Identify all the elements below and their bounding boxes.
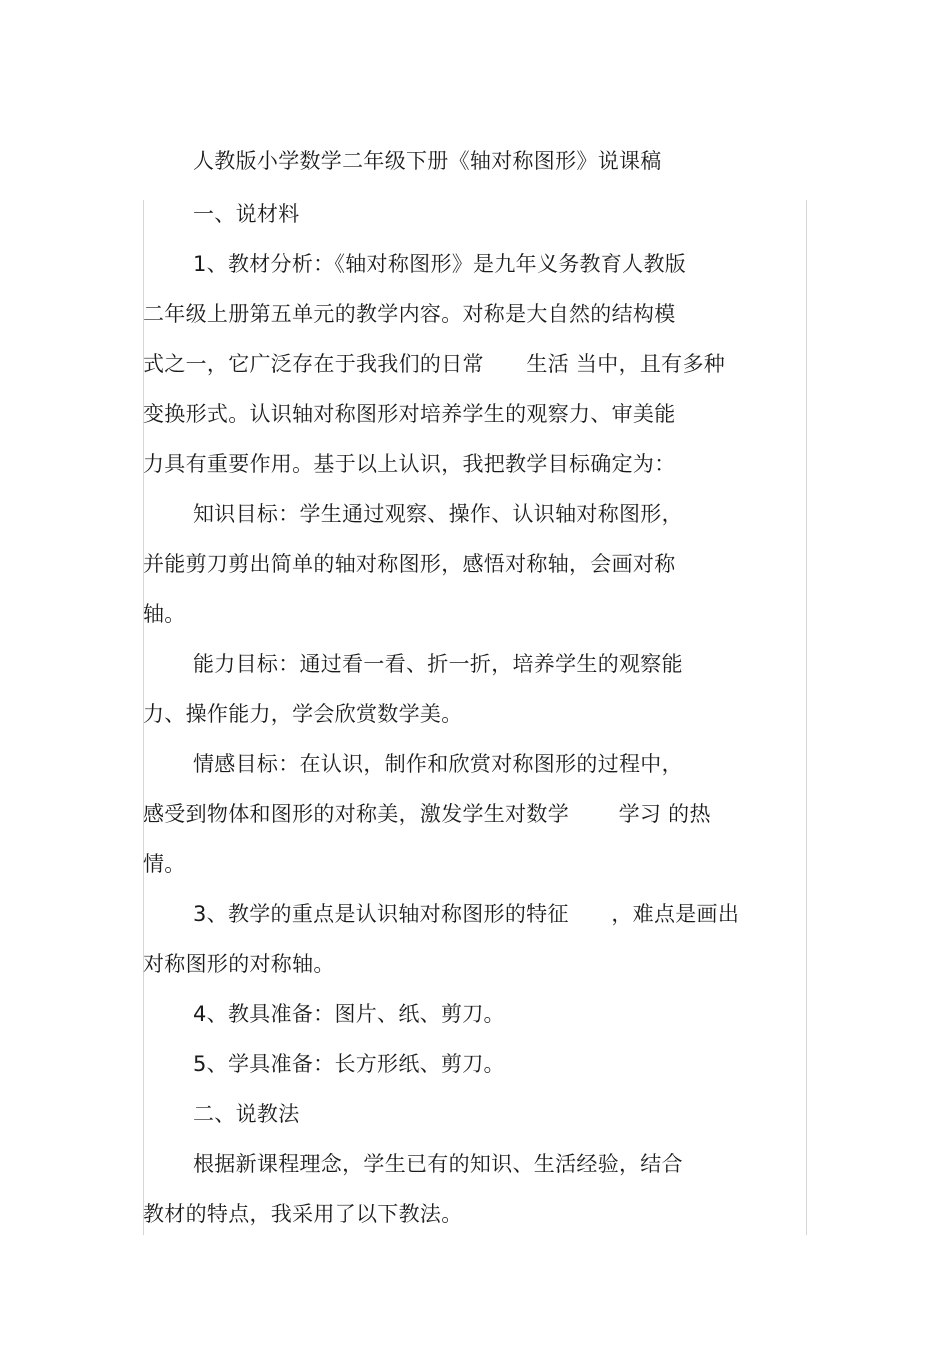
paragraph-line: 知识目标：学生通过观察、操作、认识轴对称图形， — [193, 502, 683, 526]
paragraph-line: 1、教材分析：《轴对称图形》是九年义务教育人教版 — [193, 252, 687, 276]
paragraph-line: 式之一，它广泛存在于我我们的日常 生活 当中，且有多种 — [143, 352, 726, 376]
paragraph-line: 轴。 — [143, 602, 186, 626]
paragraph-line: 3、教学的重点是认识轴对称图形的特征 ，难点是画出 — [193, 902, 740, 926]
paragraph-line: 变换形式。认识轴对称图形对培养学生的观察力、审美能 — [143, 402, 676, 426]
paragraph-line: 力、操作能力，学会欣赏数学美。 — [143, 702, 463, 726]
paragraph-line: 5、学具准备：长方形纸、剪刀。 — [193, 1052, 505, 1076]
section-heading-methods: 二、说教法 — [193, 1102, 300, 1126]
paragraph-line: 并能剪刀剪出简单的轴对称图形，感悟对称轴，会画对称 — [143, 552, 676, 576]
paragraph-line: 力具有重要作用。基于以上认识，我把教学目标确定为： — [143, 452, 676, 476]
paragraph-line: 教材的特点，我采用了以下教法。 — [143, 1202, 463, 1226]
paragraph-line: 4、教具准备：图片、纸、剪刀。 — [193, 1002, 505, 1026]
section-heading-materials: 一、说材料 — [193, 202, 300, 226]
paragraph-line: 能力目标：通过看一看、折一折，培养学生的观察能 — [193, 652, 683, 676]
paragraph-line: 感受到物体和图形的对称美，激发学生对数学 学习 的热 — [143, 802, 711, 826]
document-title: 人教版小学数学二年级下册《轴对称图形》说课稿 — [193, 149, 662, 173]
right-margin-rule — [806, 200, 807, 1235]
paragraph-line: 二年级上册第五单元的教学内容。对称是大自然的结构模 — [143, 302, 676, 326]
paragraph-line: 情感目标：在认识，制作和欣赏对称图形的过程中， — [193, 752, 683, 776]
paragraph-line: 对称图形的对称轴。 — [143, 952, 335, 976]
paragraph-line: 根据新课程理念，学生已有的知识、生活经验，结合 — [193, 1152, 683, 1176]
paragraph-line: 情。 — [143, 852, 186, 876]
